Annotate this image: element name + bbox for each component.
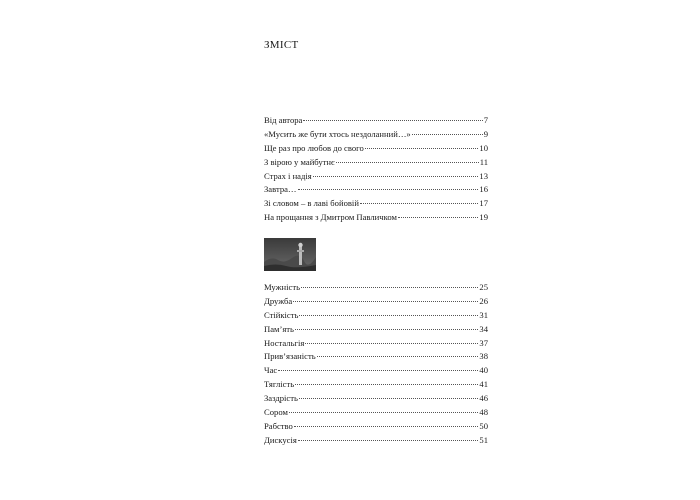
toc-entry-title: Ностальгія (264, 337, 305, 348)
toc-entry-page: 16 (479, 184, 488, 195)
toc-entry-title: Стійкість (264, 309, 299, 320)
toc-entry-page: 19 (479, 212, 488, 223)
toc-entry-page: 26 (479, 295, 488, 306)
toc-entry-title: Завтра… (264, 184, 297, 195)
toc-entry[interactable] (264, 337, 488, 351)
dot-leader (298, 439, 479, 441)
toc-entry-page: 7 (483, 115, 488, 125)
toc-entry-page: 11 (479, 156, 488, 167)
toc-entry[interactable] (264, 406, 488, 420)
toc-entry[interactable] (264, 114, 488, 128)
toc-entry-title: Дружба (264, 295, 293, 306)
toc-entry[interactable] (264, 128, 488, 142)
toc-entry-page: 48 (479, 407, 488, 418)
toc-entry[interactable] (264, 323, 488, 337)
toc-entry-page: 17 (479, 198, 488, 209)
toc-entry-title: Ще раз про любов до свого (264, 142, 364, 153)
toc-entry-title: Від автора (264, 115, 303, 125)
dot-leader (298, 188, 479, 190)
dot-leader (299, 397, 479, 399)
toc-entry-page: 10 (479, 142, 488, 153)
toc-entry-title: Страх і надія (264, 170, 312, 181)
dot-leader (360, 202, 478, 204)
toc-entry-page: 37 (479, 337, 488, 348)
toc-entry[interactable] (264, 156, 488, 170)
toc-entry-page: 46 (479, 393, 488, 404)
toc-entry-title: Зі словом – в лаві бойовій (264, 198, 359, 209)
toc-entry[interactable] (264, 197, 488, 211)
dot-leader (294, 425, 479, 427)
toc-entry-page: 38 (479, 351, 488, 362)
toc-entry-title: Час (264, 365, 278, 376)
dot-leader (301, 286, 478, 288)
section-photo (264, 238, 316, 271)
dot-leader (303, 119, 482, 121)
dot-leader (295, 328, 478, 330)
dot-leader (295, 383, 478, 385)
toc-entry-title: З вірою у майбутнє (264, 156, 335, 167)
toc-entry[interactable] (264, 420, 488, 434)
toc-entry-title: Заздрість (264, 393, 298, 404)
toc-entry-page: 40 (479, 365, 488, 376)
toc-entry-title: Рабство (264, 420, 293, 431)
toc-entry-title: Пам’ять (264, 323, 294, 334)
dot-leader (299, 314, 478, 316)
toc-entry-page: 51 (479, 434, 488, 445)
dot-leader (398, 216, 479, 218)
toc-entry-title: Сором (264, 407, 288, 418)
toc-entry[interactable] (264, 170, 488, 184)
toc-entry[interactable] (264, 281, 488, 295)
page-title: ЗМІСТ (264, 39, 299, 51)
toc-entry[interactable] (264, 211, 488, 225)
photo-image (264, 238, 316, 271)
toc-entry-title: Дискусія (264, 434, 297, 445)
toc-entry-page: 34 (479, 323, 488, 334)
toc-entry-page: 9 (483, 128, 488, 139)
toc-entry-page: 25 (479, 282, 488, 292)
toc-entry-page: 13 (479, 170, 488, 181)
dot-leader (278, 369, 478, 371)
toc-entry-title: «Мусить же бути хтось нездоланний…» (264, 128, 411, 139)
dot-leader (365, 147, 479, 149)
dot-leader (317, 355, 479, 357)
toc-entry[interactable] (264, 295, 488, 309)
toc-entry-title: На прощання з Дмитром Павличком (264, 212, 397, 223)
toc-entry-title: Тяглість (264, 379, 295, 390)
toc-entry-title: Прив’язаність (264, 351, 316, 362)
toc-entry[interactable] (264, 142, 488, 156)
toc-entry[interactable] (264, 350, 488, 364)
toc-entry-page: 41 (479, 379, 488, 390)
toc-entry[interactable] (264, 364, 488, 378)
dot-leader (313, 175, 479, 177)
dot-leader (305, 342, 478, 344)
toc-entry[interactable] (264, 309, 488, 323)
toc-entry[interactable] (264, 392, 488, 406)
toc-list-part-two (264, 281, 488, 448)
toc-entry-title: Мужність (264, 282, 301, 292)
toc-entry-page: 31 (479, 309, 488, 320)
dot-leader (336, 161, 479, 163)
dot-leader (289, 411, 479, 413)
dot-leader (293, 300, 478, 302)
dot-leader (412, 133, 483, 135)
toc-entry-page: 50 (479, 420, 488, 431)
toc-list-part-one (264, 114, 488, 225)
toc-entry[interactable] (264, 378, 488, 392)
toc-entry[interactable] (264, 434, 488, 448)
toc-entry[interactable] (264, 183, 488, 197)
